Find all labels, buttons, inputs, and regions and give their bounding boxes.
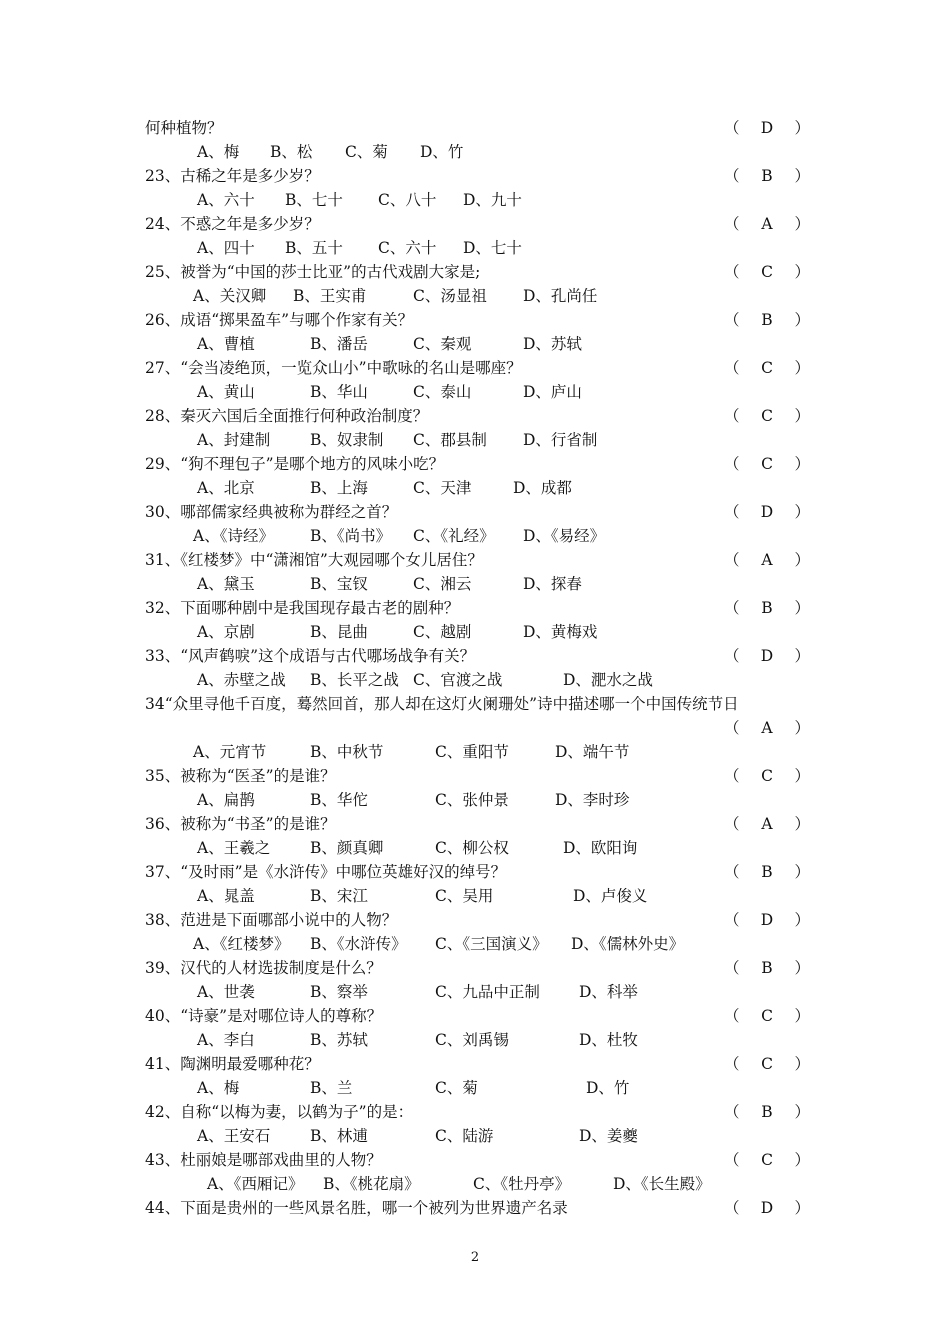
option-c: C、秦观 bbox=[413, 335, 472, 353]
option-b: B、华佗 bbox=[310, 791, 368, 809]
answer-letter: C bbox=[761, 1151, 773, 1169]
paren-open: （ bbox=[724, 551, 740, 569]
options-line bbox=[145, 1172, 810, 1196]
option-c: C、六十 bbox=[378, 239, 437, 257]
option-a: A、梅 bbox=[197, 1079, 240, 1097]
question-text: 何种植物？ bbox=[145, 119, 223, 137]
option-b: B、林逋 bbox=[310, 1127, 368, 1145]
paren-open: （ bbox=[724, 167, 740, 185]
question-text: 29、“狗不理包子”是哪个地方的风味小吃？ bbox=[145, 455, 445, 473]
paren-close: ） bbox=[794, 863, 810, 881]
question-line bbox=[145, 908, 810, 932]
option-d: D、竹 bbox=[420, 143, 464, 161]
option-a: A、元宵节 bbox=[193, 743, 267, 761]
paren-close: ） bbox=[794, 407, 810, 425]
option-b: B、王实甫 bbox=[293, 287, 367, 305]
answer-letter: C bbox=[761, 407, 773, 425]
options-line bbox=[145, 1124, 810, 1148]
options-line bbox=[145, 332, 810, 356]
option-a: A、《诗经》 bbox=[193, 527, 274, 545]
answer-letter: C bbox=[761, 359, 773, 377]
option-a: A、扁鹊 bbox=[197, 791, 255, 809]
paren-close: ） bbox=[794, 647, 810, 665]
options-line bbox=[145, 572, 810, 596]
option-d: D、端午节 bbox=[555, 743, 630, 761]
paren-close: ） bbox=[794, 503, 810, 521]
question-line bbox=[145, 1100, 810, 1124]
answer-letter: C bbox=[761, 1055, 773, 1073]
option-d: D、竹 bbox=[586, 1079, 630, 1097]
paren-open: （ bbox=[724, 215, 740, 233]
option-d: D、《儒林外史》 bbox=[571, 935, 685, 953]
option-a: A、六十 bbox=[197, 191, 255, 209]
paren-open: （ bbox=[724, 1199, 740, 1217]
question-text: 42、自称“以梅为妻，以鹤为子”的是： bbox=[145, 1103, 414, 1121]
option-a: A、王安石 bbox=[197, 1127, 271, 1145]
option-a: A、《西厢记》 bbox=[207, 1175, 304, 1193]
answer-letter: A bbox=[761, 551, 773, 569]
paren-open: （ bbox=[724, 815, 740, 833]
paren-open: （ bbox=[724, 647, 740, 665]
answer-letter: C bbox=[761, 455, 773, 473]
question-text: 35、被称为“医圣”的是谁？ bbox=[145, 767, 336, 785]
question-line bbox=[145, 500, 810, 524]
option-b: B、苏轼 bbox=[310, 1031, 368, 1049]
options-line bbox=[145, 932, 810, 956]
option-b: B、奴隶制 bbox=[310, 431, 384, 449]
question-text: 24、不惑之年是多少岁？ bbox=[145, 215, 320, 233]
option-d: D、姜夔 bbox=[579, 1127, 638, 1145]
paren-close: ） bbox=[794, 119, 810, 137]
option-d: D、科举 bbox=[579, 983, 638, 1001]
option-b: B、华山 bbox=[310, 383, 368, 401]
option-b: B、长平之战 bbox=[310, 671, 399, 689]
question-text: 31、《红楼梦》中“潇湘馆”大观园哪个女儿居住？ bbox=[145, 551, 483, 569]
option-b: B、中秋节 bbox=[310, 743, 384, 761]
options-line bbox=[145, 524, 810, 548]
question-line bbox=[145, 1004, 810, 1028]
option-a: A、北京 bbox=[197, 479, 255, 497]
question-text: 23、古稀之年是多少岁？ bbox=[145, 167, 320, 185]
option-a: A、《红楼梦》 bbox=[193, 935, 290, 953]
paren-close: ） bbox=[794, 359, 810, 377]
option-b: B、上海 bbox=[310, 479, 368, 497]
options-line bbox=[145, 188, 810, 212]
option-c: C、《三国演义》 bbox=[435, 935, 548, 953]
paren-open: （ bbox=[724, 959, 740, 977]
question-line bbox=[145, 404, 810, 428]
option-b: B、昆曲 bbox=[310, 623, 368, 641]
option-b: B、《水浒传》 bbox=[310, 935, 407, 953]
question-line bbox=[145, 308, 810, 332]
option-c: C、九品中正制 bbox=[435, 983, 540, 1001]
option-a: A、关汉卿 bbox=[193, 287, 267, 305]
answer-letter: A bbox=[761, 719, 773, 737]
paren-open: （ bbox=[724, 263, 740, 281]
option-c: C、刘禹锡 bbox=[435, 1031, 509, 1049]
options-line bbox=[145, 140, 810, 164]
option-c: C、菊 bbox=[345, 143, 388, 161]
option-d: D、《长生殿》 bbox=[613, 1175, 711, 1193]
options-line bbox=[145, 620, 810, 644]
question-text: 43、杜丽娘是哪部戏曲里的人物？ bbox=[145, 1151, 382, 1169]
question-line bbox=[145, 164, 810, 188]
option-d: D、九十 bbox=[463, 191, 522, 209]
question-line bbox=[145, 1196, 810, 1220]
option-b: B、宋江 bbox=[310, 887, 368, 905]
option-b: B、颜真卿 bbox=[310, 839, 384, 857]
question-line bbox=[145, 1052, 810, 1076]
option-c: C、柳公权 bbox=[435, 839, 509, 857]
question-line bbox=[145, 956, 810, 980]
option-b: B、兰 bbox=[310, 1079, 353, 1097]
paren-open: （ bbox=[724, 911, 740, 929]
option-c: C、陆游 bbox=[435, 1127, 494, 1145]
option-c: C、泰山 bbox=[413, 383, 472, 401]
paren-open: （ bbox=[724, 599, 740, 617]
option-a: A、李白 bbox=[197, 1031, 255, 1049]
options-line bbox=[145, 980, 810, 1004]
paren-close: ） bbox=[794, 719, 810, 737]
option-d: D、探春 bbox=[523, 575, 582, 593]
options-line bbox=[145, 740, 810, 764]
answer-letter: B bbox=[761, 311, 773, 329]
paren-close: ） bbox=[794, 767, 810, 785]
question-text: 40、“诗豪”是对哪位诗人的尊称？ bbox=[145, 1007, 383, 1025]
options-line bbox=[145, 884, 810, 908]
option-c: C、汤显祖 bbox=[413, 287, 487, 305]
options-line bbox=[145, 476, 810, 500]
answer-letter: B bbox=[761, 1103, 773, 1121]
paren-open: （ bbox=[724, 863, 740, 881]
answer-letter: D bbox=[760, 647, 774, 665]
option-a: A、世袭 bbox=[197, 983, 255, 1001]
options-line bbox=[145, 1028, 810, 1052]
paren-open: （ bbox=[724, 1055, 740, 1073]
question-text: 32、下面哪种剧中是我国现存最古老的剧种？ bbox=[145, 599, 460, 617]
paren-open: （ bbox=[724, 119, 740, 137]
option-c: C、吴用 bbox=[435, 887, 494, 905]
paren-close: ） bbox=[794, 1007, 810, 1025]
question-line bbox=[145, 596, 810, 620]
option-b: B、潘岳 bbox=[310, 335, 368, 353]
answer-letter: B bbox=[761, 167, 773, 185]
paren-close: ） bbox=[794, 167, 810, 185]
question-line bbox=[145, 452, 810, 476]
answer-letter: B bbox=[761, 959, 773, 977]
option-b: B、松 bbox=[270, 143, 313, 161]
option-c: C、张仲景 bbox=[435, 791, 509, 809]
paren-open: （ bbox=[724, 719, 740, 737]
answer-letter: B bbox=[761, 863, 773, 881]
paren-close: ） bbox=[794, 815, 810, 833]
question-text: 30、哪部儒家经典被称为群经之首？ bbox=[145, 503, 398, 521]
question-line bbox=[145, 356, 810, 380]
answer-letter: D bbox=[760, 911, 774, 929]
options-line bbox=[145, 284, 810, 308]
option-a: A、黛玉 bbox=[197, 575, 255, 593]
option-d: D、李时珍 bbox=[555, 791, 630, 809]
answer-line bbox=[145, 716, 810, 740]
page-number: 2 bbox=[470, 1250, 480, 1265]
option-a: A、封建制 bbox=[197, 431, 271, 449]
option-c: C、《礼经》 bbox=[413, 527, 495, 545]
option-d: D、庐山 bbox=[523, 383, 582, 401]
question-text: 37、“及时雨”是《水浒传》中哪位英雄好汉的绰号？ bbox=[145, 863, 507, 881]
option-d: D、孔尚任 bbox=[523, 287, 598, 305]
paren-close: ） bbox=[794, 263, 810, 281]
option-d: D、《易经》 bbox=[523, 527, 606, 545]
paren-close: ） bbox=[794, 911, 810, 929]
question-text: 44、下面是贵州的一些风景名胜，哪一个被列为世界遗产名录 bbox=[145, 1199, 568, 1217]
question-text: 27、“会当凌绝顶，一览众山小”中歌咏的名山是哪座？ bbox=[145, 359, 522, 377]
question-text: 34“众里寻他千百度，蓦然回首，那人却在这灯火阑珊处”诗中描述哪一个中国传统节日 bbox=[145, 695, 739, 713]
option-a: A、赤壁之战 bbox=[197, 671, 286, 689]
answer-letter: D bbox=[760, 119, 774, 137]
option-b: B、察举 bbox=[310, 983, 368, 1001]
answer-letter: B bbox=[761, 599, 773, 617]
option-c: C、郡县制 bbox=[413, 431, 487, 449]
question-line bbox=[145, 764, 810, 788]
option-d: D、卢俊义 bbox=[573, 887, 648, 905]
option-c: C、越剧 bbox=[413, 623, 472, 641]
answer-letter: C bbox=[761, 263, 773, 281]
option-a: A、京剧 bbox=[197, 623, 255, 641]
paren-close: ） bbox=[794, 1199, 810, 1217]
options-line bbox=[145, 836, 810, 860]
answer-letter: C bbox=[761, 1007, 773, 1025]
question-line bbox=[145, 1148, 810, 1172]
option-c: C、八十 bbox=[378, 191, 437, 209]
paren-close: ） bbox=[794, 1151, 810, 1169]
paren-close: ） bbox=[794, 215, 810, 233]
option-d: D、欧阳询 bbox=[563, 839, 638, 857]
question-text: 25、被誉为“中国的莎士比亚”的古代戏剧大家是; bbox=[145, 263, 481, 281]
option-b: B、七十 bbox=[285, 191, 343, 209]
paren-open: （ bbox=[724, 359, 740, 377]
question-line bbox=[145, 860, 810, 884]
option-a: A、四十 bbox=[197, 239, 255, 257]
options-line bbox=[145, 380, 810, 404]
paren-open: （ bbox=[724, 455, 740, 473]
answer-letter: D bbox=[760, 1199, 774, 1217]
option-a: A、曹植 bbox=[197, 335, 255, 353]
option-a: A、梅 bbox=[197, 143, 240, 161]
question-text: 39、汉代的人材选拔制度是什么？ bbox=[145, 959, 382, 977]
answer-letter: A bbox=[761, 215, 773, 233]
paren-open: （ bbox=[724, 503, 740, 521]
paren-open: （ bbox=[724, 311, 740, 329]
option-d: D、黄梅戏 bbox=[523, 623, 598, 641]
question-line bbox=[145, 212, 810, 236]
question-line bbox=[145, 548, 810, 572]
option-d: D、淝水之战 bbox=[563, 671, 653, 689]
question-line bbox=[145, 260, 810, 284]
option-c: C、重阳节 bbox=[435, 743, 509, 761]
answer-letter: C bbox=[761, 767, 773, 785]
paren-close: ） bbox=[794, 551, 810, 569]
option-a: A、晁盖 bbox=[197, 887, 255, 905]
option-b: B、五十 bbox=[285, 239, 343, 257]
question-line bbox=[145, 812, 810, 836]
question-text: 26、成语“掷果盈车”与哪个作家有关？ bbox=[145, 311, 414, 329]
question-text: 38、范进是下面哪部小说中的人物？ bbox=[145, 911, 398, 929]
paren-close: ） bbox=[794, 599, 810, 617]
option-c: C、菊 bbox=[435, 1079, 478, 1097]
question-text: 33、“风声鹤唳”这个成语与古代哪场战争有关？ bbox=[145, 647, 476, 665]
option-a: A、黄山 bbox=[197, 383, 255, 401]
question-text: 36、被称为“书圣”的是谁？ bbox=[145, 815, 336, 833]
question-text: 41、陶渊明最爱哪种花？ bbox=[145, 1055, 320, 1073]
answer-letter: A bbox=[761, 815, 773, 833]
option-c: C、湘云 bbox=[413, 575, 472, 593]
paren-close: ） bbox=[794, 311, 810, 329]
options-line bbox=[145, 668, 810, 692]
paren-close: ） bbox=[794, 1055, 810, 1073]
paren-close: ） bbox=[794, 1103, 810, 1121]
option-d: D、杜牧 bbox=[579, 1031, 638, 1049]
paren-open: （ bbox=[724, 1151, 740, 1169]
question-text: 28、秦灭六国后全面推行何种政治制度？ bbox=[145, 407, 429, 425]
options-line bbox=[145, 236, 810, 260]
option-d: D、成都 bbox=[513, 479, 572, 497]
option-d: D、苏轼 bbox=[523, 335, 582, 353]
question-line bbox=[145, 644, 810, 668]
option-b: B、《尚书》 bbox=[310, 527, 392, 545]
answer-letter: D bbox=[760, 503, 774, 521]
options-line bbox=[145, 1076, 810, 1100]
question-line bbox=[145, 116, 810, 140]
paren-close: ） bbox=[794, 455, 810, 473]
question-line bbox=[145, 692, 810, 716]
options-line bbox=[145, 428, 810, 452]
paren-open: （ bbox=[724, 767, 740, 785]
option-c: C、《牡丹亭》 bbox=[473, 1175, 571, 1193]
option-b: B、宝钗 bbox=[310, 575, 368, 593]
option-d: D、行省制 bbox=[523, 431, 598, 449]
paren-open: （ bbox=[724, 1007, 740, 1025]
options-line bbox=[145, 788, 810, 812]
paren-open: （ bbox=[724, 407, 740, 425]
paren-open: （ bbox=[724, 1103, 740, 1121]
paren-close: ） bbox=[794, 959, 810, 977]
option-b: B、《桃花扇》 bbox=[323, 1175, 420, 1193]
option-d: D、七十 bbox=[463, 239, 522, 257]
option-c: C、天津 bbox=[413, 479, 472, 497]
option-c: C、官渡之战 bbox=[413, 671, 503, 689]
option-a: A、王羲之 bbox=[197, 839, 271, 857]
